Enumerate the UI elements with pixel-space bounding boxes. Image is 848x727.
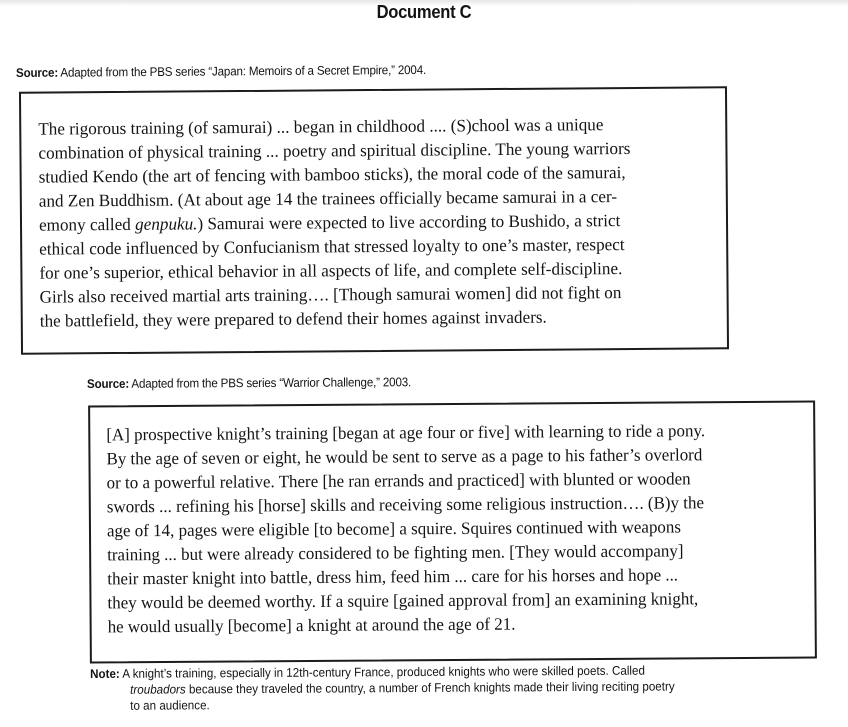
excerpt-line: By the age of seven or eight, he would be sent to serve as a page to his father’s overlord bbox=[106, 444, 703, 469]
source-label: Source: bbox=[15, 65, 59, 80]
note-line: to an audience. bbox=[130, 698, 210, 713]
source-label: Source: bbox=[86, 376, 130, 391]
source-text: Adapted from the PBS series “Japan: Memoirs of a Secret Empire,” 2004. bbox=[60, 62, 427, 80]
excerpt-line: [A] prospective knight’s training [began at age four or five] with learning to ride a pony. bbox=[106, 420, 706, 445]
italic-term-genpuku: genpuku. bbox=[135, 213, 198, 234]
excerpt-line: The rigorous training (of samurai) ... began in childhood .... (S)chool was a unique bbox=[38, 114, 604, 139]
excerpt-line: Girls also received martial arts training…. [Though samurai women] did not fight on bbox=[39, 282, 622, 307]
excerpt-line: studied Kendo (the art of fencing with bamboo sticks), the moral code of the samurai, bbox=[38, 162, 626, 187]
footnote bbox=[90, 662, 816, 714]
note-text: A knight’s training, especially in 12th-century France, produced knights who were skilled poets. Called bbox=[122, 663, 645, 681]
excerpt-box-samurai bbox=[19, 86, 729, 355]
source-citation-1 bbox=[16, 63, 426, 80]
excerpt-box-knight bbox=[88, 400, 817, 663]
excerpt-line: they would be deemed worthy. If a squire [gained approval from] an examining knight, bbox=[107, 588, 699, 613]
excerpt-line: the battlefield, they were prepared to defend their homes against invaders. bbox=[39, 306, 547, 331]
excerpt-line: he would usually [become] a knight at around the age of 21. bbox=[107, 613, 516, 637]
excerpt-line: age of 14, pages were eligible [to become] a squire. Squires continued with weapons bbox=[106, 516, 682, 541]
excerpt-line: swords ... refining his [horse] skills and receiving some religious instruction…. (B)y the bbox=[106, 492, 704, 517]
excerpt-text bbox=[38, 112, 641, 333]
excerpt-text bbox=[106, 418, 722, 638]
excerpt-line: training ... but were already considered to be fighting men. [They would accompany] bbox=[107, 540, 684, 565]
excerpt-line: ethical code influenced by Confucianism that stressed loyalty to one’s master, respect bbox=[39, 234, 625, 259]
note-text: because they traveled the country, a number of French knights made their living reciting poetry bbox=[185, 679, 675, 697]
excerpt-line: and Zen Buddhism. (At about age 14 the trainees officially became samurai in a cer- bbox=[38, 186, 618, 211]
italic-term-troubadors: troubadors bbox=[130, 682, 186, 697]
excerpt-line-start: emony called bbox=[38, 213, 136, 235]
excerpt-line: or to a powerful relative. There [he ran errands and practiced] with blunted or wooden bbox=[106, 468, 691, 493]
excerpt-line: their master knight into battle, dress him, feed him ... care for his horses and hope ... bbox=[107, 564, 679, 589]
source-citation-2 bbox=[87, 375, 411, 391]
excerpt-line: combination of physical training ... poetry and spiritual discipline. The young warriors bbox=[38, 137, 631, 163]
excerpt-line: for one’s superior, ethical behavior in all aspects of life, and complete self-discipline. bbox=[39, 258, 623, 283]
document-title: Document C bbox=[376, 2, 472, 22]
excerpt-line-end: ) Samurai were expected to live according to Bushido, a strict bbox=[197, 210, 621, 234]
source-text: Adapted from the PBS series “Warrior Challenge,” 2003. bbox=[131, 375, 412, 391]
note-label: Note: bbox=[90, 666, 120, 681]
